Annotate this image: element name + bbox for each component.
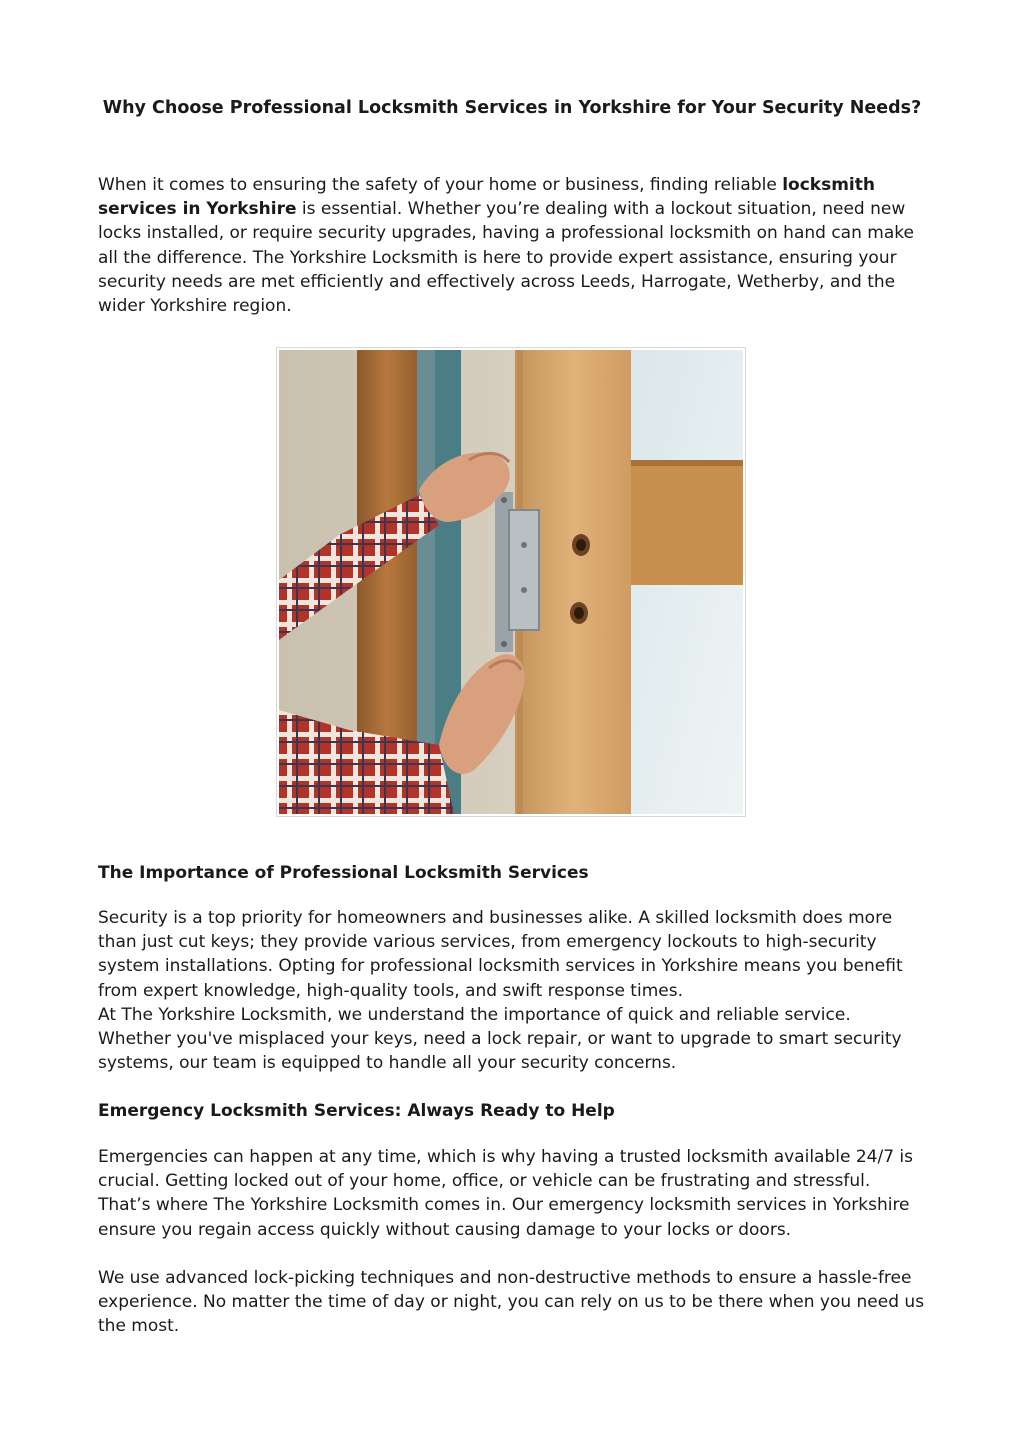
intro-text-end: is essential. Whether you’re dealing with a lockout situation, need new locks installed, or require security upgrades, having a professional locksmith on hand can make all the difference. The Yorkshire Locksmith is here to provide expert assistance, ensuring your security needs are met efficiently and effectively across Leeds, Harrogate, Wetherby, and the wider Yorkshire region. [98, 199, 914, 317]
importance-paragraph-1: Security is a top priority for homeowners and businesses alike. A skilled locksmith does more than just cut keys; they provide various services, from emergency lockouts to high-security system installations. Opting for professional locksmith services in Yorkshire means you benefit from expert knowledge, high-quality tools, and swift response times. [98, 908, 903, 1001]
importance-paragraph-2: At The Yorkshire Locksmith, we understand the importance of quick and reliable service. Whether you've misplaced your keys, need a lock repair, or want to upgrade to smart security systems, our team is equipped to handle all your security concerns. [98, 1005, 902, 1074]
emergency-paragraph-1: Emergencies can happen at any time, which is why having a trusted locksmith available 24/7 is crucial. Getting locked out of your home, office, or vehicle can be frustrating and stressful. That’s where The Yorkshire Locksmith comes in. Our emergency locksmith services in Yorkshire ensure you regain access quickly without causing damage to your locks or doors. [98, 1147, 913, 1240]
section-heading-importance: The Importance of Professional Locksmith Services [98, 863, 589, 883]
emergency-paragraph-2: We use advanced lock-picking techniques and non-destructive methods to ensure a hassle-free experience. No matter the time of day or night, you can rely on us to be there when you need us the most. [98, 1268, 925, 1337]
intro-text-start: When it comes to ensuring the safety of your home or business, finding reliable [98, 175, 783, 195]
intro-bold-keyword: locksmith services in Yorkshire [98, 175, 875, 220]
locksmith-photo [276, 347, 746, 817]
document-title: Why Choose Professional Locksmith Services in Yorkshire for Your Security Needs? [102, 98, 922, 118]
intro-paragraph [98, 173, 928, 318]
section-heading-emergency: Emergency Locksmith Services: Always Ready to Help [98, 1101, 615, 1121]
